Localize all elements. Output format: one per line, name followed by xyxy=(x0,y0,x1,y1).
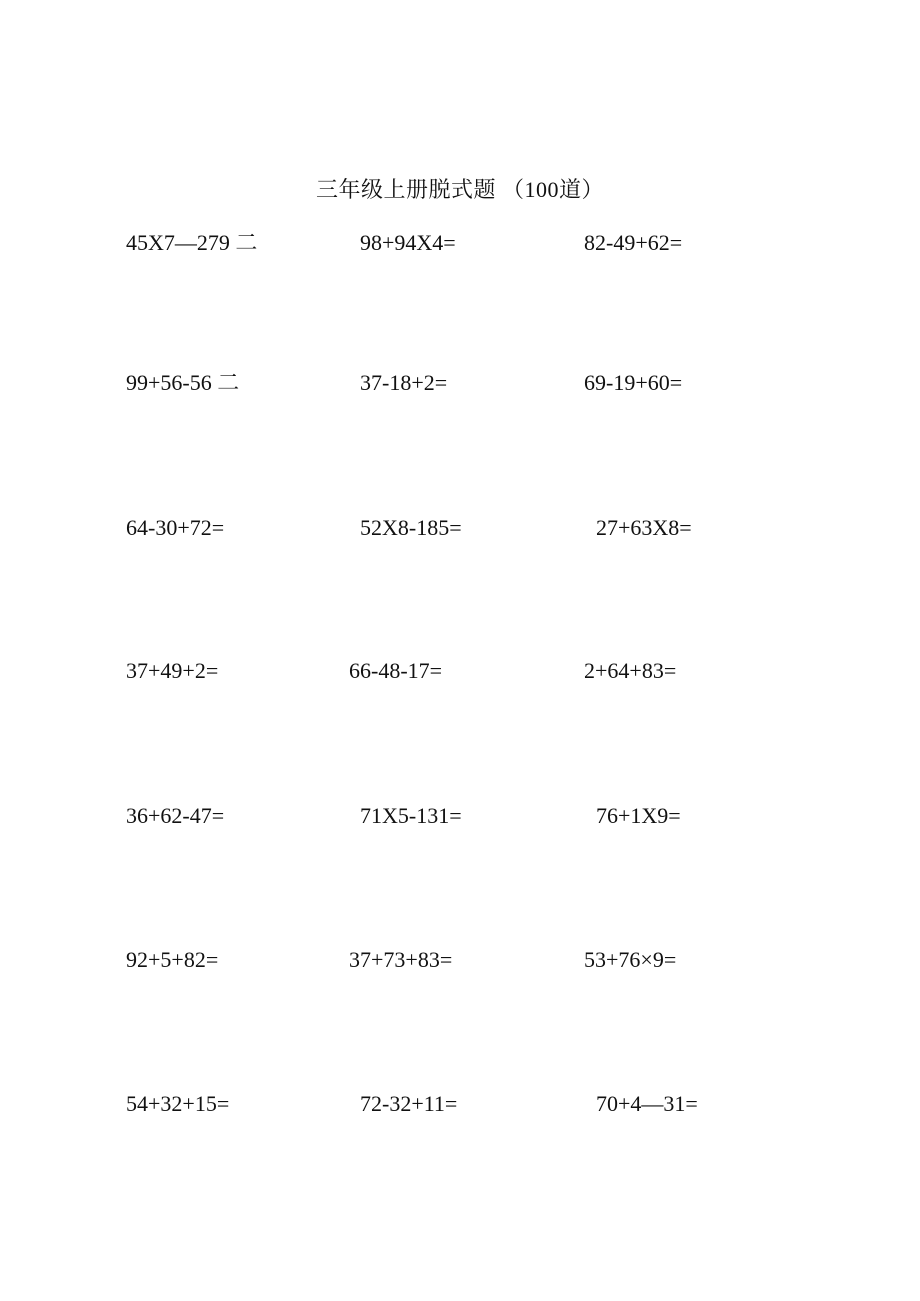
math-problem: 69-19+60= xyxy=(584,370,683,395)
math-problem: 27+63X8= xyxy=(596,515,692,540)
math-problem: 2+64+83= xyxy=(584,658,677,683)
math-problem: 66-48-17= xyxy=(349,658,443,683)
math-problem: 53+76×9= xyxy=(584,947,677,972)
math-problem: 76+1X9= xyxy=(596,803,681,828)
math-problem: 72-32+11= xyxy=(360,1091,458,1116)
page-title: 三年级上册脱式题 （100道） xyxy=(315,177,604,202)
math-problem: 99+56-56 二 xyxy=(126,370,240,395)
math-problem: 71X5-131= xyxy=(360,803,462,828)
math-problem: 70+4—31= xyxy=(596,1091,698,1116)
math-problem: 82-49+62= xyxy=(584,230,683,255)
math-problem: 36+62-47= xyxy=(126,803,225,828)
math-problem: 98+94X4= xyxy=(360,230,456,255)
math-problem: 52X8-185= xyxy=(360,515,462,540)
math-problem: 64-30+72= xyxy=(126,515,225,540)
math-problem: 92+5+82= xyxy=(126,947,219,972)
math-problem: 54+32+15= xyxy=(126,1091,230,1116)
math-problem: 37+49+2= xyxy=(126,658,219,683)
math-problem: 37+73+83= xyxy=(349,947,453,972)
math-problem: 45X7—279 二 xyxy=(126,230,258,255)
math-problem: 37-18+2= xyxy=(360,370,448,395)
